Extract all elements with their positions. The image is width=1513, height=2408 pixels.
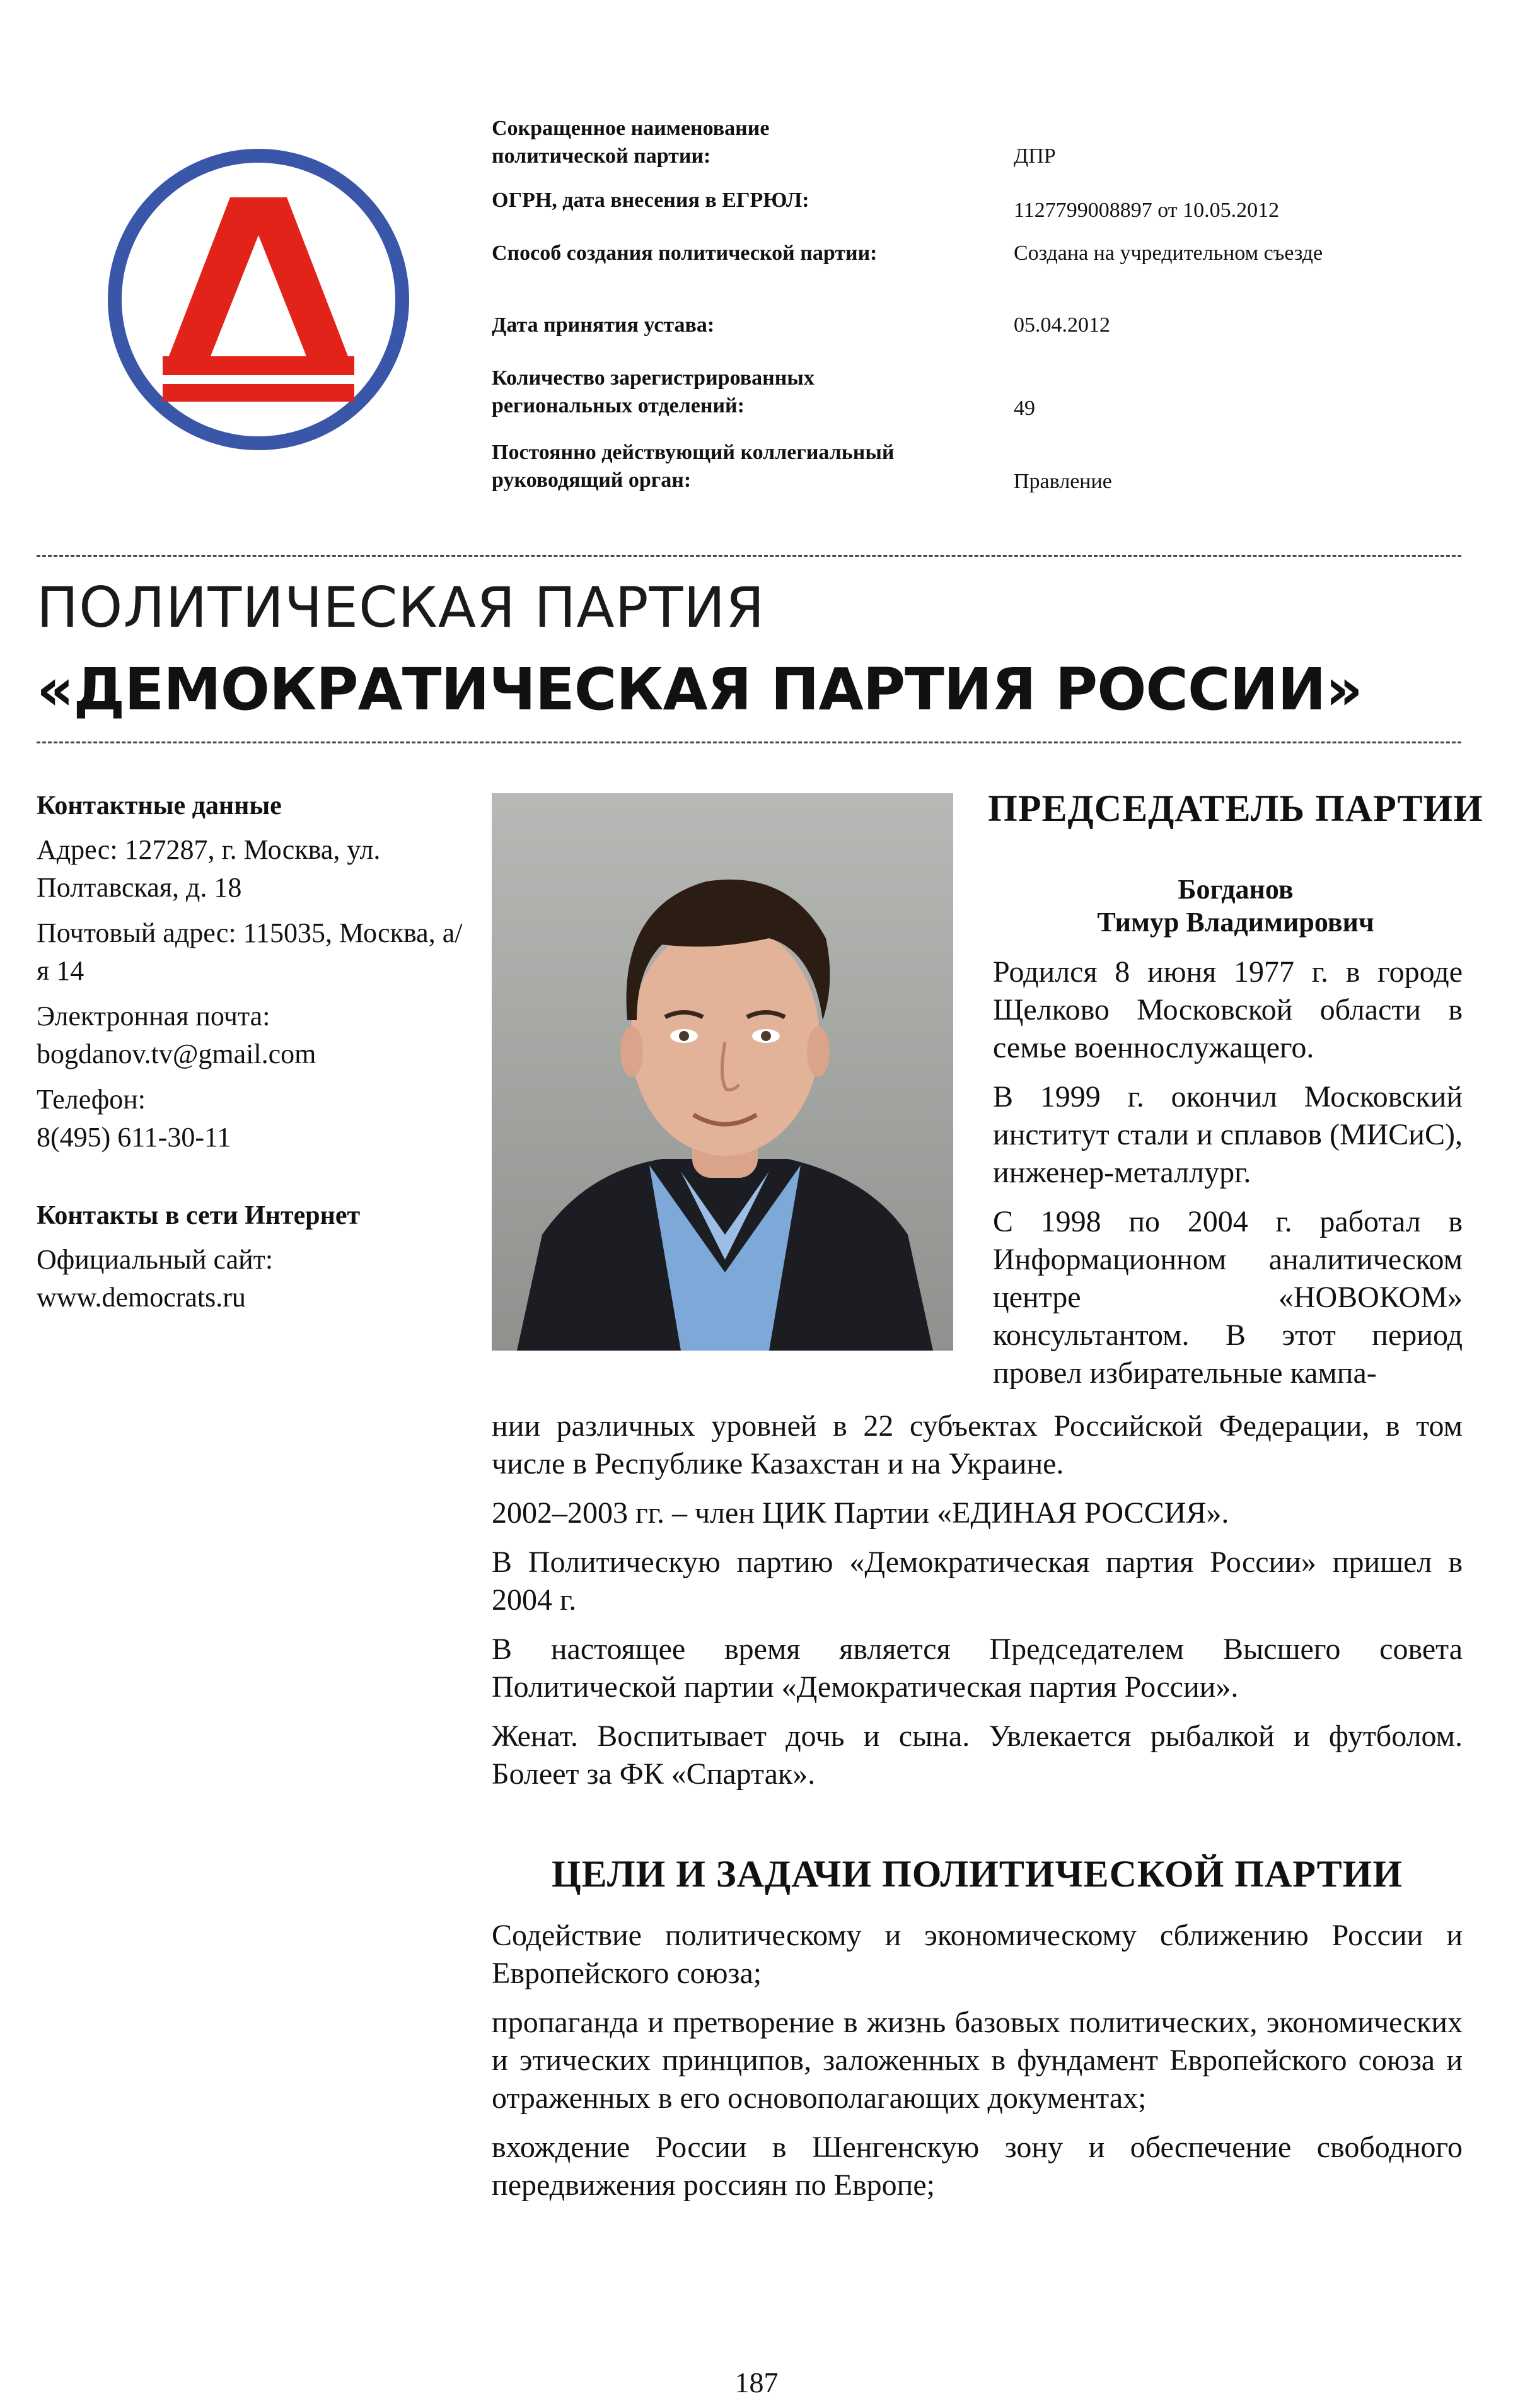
phone-block — [37, 1081, 465, 1156]
party-logo — [101, 142, 416, 457]
contacts-heading: Контактные данные — [37, 791, 282, 820]
chairman-surname: Богданов — [1178, 874, 1294, 905]
phone-label: Телефон: — [37, 1084, 146, 1115]
website-link[interactable]: www.democrats.ru — [37, 1282, 246, 1313]
website-label: Официальный сайт: — [37, 1244, 274, 1275]
internet-contacts-heading: Контакты в сети Интернет — [37, 1201, 361, 1230]
address-text: Адрес: 127287, г. Москва, ул. Полтавская, д. 18 — [37, 834, 381, 903]
divider-bottom — [37, 742, 1461, 743]
goals-heading: ЦЕЛИ И ЗАДАЧИ ПОЛИТИЧЕСКОЙ ПАРТИИ — [551, 1853, 1403, 1895]
short-name-label: Сокращенное наименование политической партии: — [492, 117, 770, 168]
phone-number: 8(495) 611-30-11 — [37, 1122, 231, 1153]
divider-top — [37, 555, 1461, 557]
goal-item: Содействие политическому и экономическому сближению России и Европейского союза; — [492, 1919, 1463, 1990]
portrait-illustration — [492, 793, 953, 1351]
short-name-value: ДПР — [1014, 144, 1056, 168]
chairman-name — [983, 873, 1488, 939]
bio-paragraph-career: С 1998 по 2004 г. работал в Информационном аналитическом центре «НОВОКОМ» консультантом. В этот период провел избирательные кампа- — [993, 1205, 1463, 1390]
charter-label: Дата принятия устава: — [492, 313, 715, 337]
chairman-given-name: Тимур Владимирович — [1097, 907, 1374, 938]
governing-body-label: Постоянно действующий коллегиальный руководящий орган: — [492, 441, 895, 492]
branches-label: Количество зарегистрированных региональных отделений: — [492, 366, 814, 417]
bio-paragraph-joined: В Политическую партию «Демократическая партия России» пришел в 2004 г. — [492, 1545, 1463, 1617]
bio-paragraph-career-cont: нии различных уровней в 22 субъектах Российской Федерации, в том числе в Республике Казахстан и на Украине. — [492, 1409, 1463, 1480]
email-label: Электронная почта: — [37, 1001, 270, 1032]
email-block — [37, 998, 465, 1073]
contacts-column — [37, 787, 465, 1324]
party-type-title: ПОЛИТИЧЕСКАЯ ПАРТИЯ — [37, 575, 765, 640]
bio-paragraph-current: В настоящее время является Председателем Высшего совета Политической партии «Демократическая партия России». — [492, 1632, 1463, 1704]
party-logo-emblem — [101, 142, 416, 457]
chairman-photo — [492, 793, 953, 1351]
bio-paragraph-education: В 1999 г. окончил Московский институт стали и сплавов (МИСиС), инженер-металлург. — [993, 1080, 1463, 1189]
party-name-title: «ДЕМОКРАТИЧЕСКАЯ ПАРТИЯ РОССИИ» — [37, 656, 1362, 723]
ogrn-value: 1127799008897 от 10.05.2012 — [1014, 199, 1280, 222]
website-block — [37, 1241, 465, 1317]
governing-body-value: Правление — [1014, 470, 1112, 493]
bio-paragraph-birth: Родился 8 июня 1977 г. в городе Щелково Московской области в семье военнослужащего. — [993, 955, 1463, 1064]
method-value: Создана на учредительном съезде — [1014, 241, 1323, 265]
page-number: 187 — [734, 2366, 779, 2399]
ogrn-label: ОГРН, дата внесения в ЕГРЮЛ: — [492, 189, 809, 212]
biography-column — [993, 953, 1463, 1392]
biography-continued — [492, 1407, 1463, 1805]
charter-value: 05.04.2012 — [1014, 313, 1110, 337]
postal-address-text: Почтовый адрес: 115035, Москва, а/я 14 — [37, 917, 463, 986]
bio-paragraph-united-russia: 2002–2003 гг. – член ЦИК Партии «ЕДИНАЯ РОССИЯ». — [492, 1496, 1229, 1530]
goal-item: вхождение России в Шенгенскую зону и обеспечение свободного передвижения россиян по Европе; — [492, 2131, 1463, 2202]
method-label: Способ создания политической партии: — [492, 241, 878, 265]
chairman-heading: ПРЕДСЕДАТЕЛЬ ПАРТИИ — [988, 788, 1483, 829]
goal-item: пропаганда и претворение в жизнь базовых политических, экономических и этических принципов, заложенных в фундамент Европейского союза и отраженных в его основополагающих документах; — [492, 2006, 1463, 2115]
email-link[interactable]: bogdanov.tv@gmail.com — [37, 1038, 316, 1069]
bio-paragraph-family: Женат. Воспитывает дочь и сына. Увлекается рыбалкой и футболом. Болеет за ФК «Спартак». — [492, 1719, 1463, 1791]
goals-list — [492, 1917, 1463, 2216]
branches-value: 49 — [1014, 397, 1035, 420]
